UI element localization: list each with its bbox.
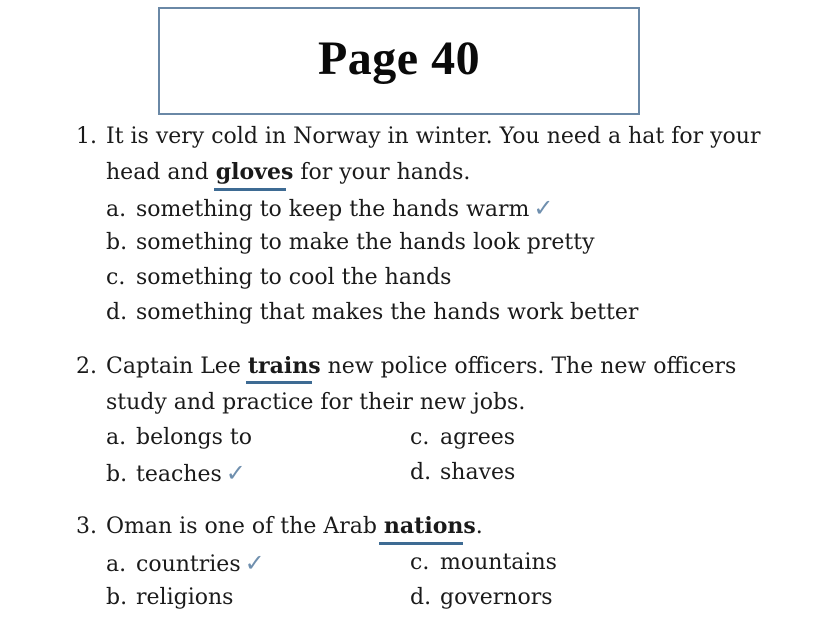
option-letter: d. bbox=[410, 585, 432, 610]
question-2-option-a[interactable] bbox=[106, 423, 252, 453]
option-letter: a. bbox=[106, 425, 127, 450]
question-1-line-1 bbox=[76, 122, 760, 152]
question-1-option-a[interactable] bbox=[106, 193, 554, 225]
question-3-keyword-underline bbox=[379, 542, 463, 545]
question-2-text-1b: new police officers. The new officers bbox=[320, 354, 737, 379]
question-1-text-1: It is very cold in Norway in winter. You need a hat for your bbox=[106, 124, 761, 149]
option-text: religions bbox=[136, 585, 234, 610]
option-letter: c. bbox=[410, 425, 430, 450]
question-2-option-d[interactable] bbox=[410, 458, 515, 488]
question-3-option-c[interactable] bbox=[410, 548, 557, 578]
option-text: belongs to bbox=[136, 425, 253, 450]
option-text: mountains bbox=[440, 550, 557, 575]
question-3-option-b[interactable] bbox=[106, 583, 233, 613]
option-text: agrees bbox=[440, 425, 516, 450]
option-letter: b. bbox=[106, 230, 128, 255]
option-letter: a. bbox=[106, 197, 127, 222]
option-letter: b. bbox=[106, 462, 128, 487]
checkmark-icon: ✓ bbox=[244, 549, 265, 577]
question-2-text-1a: Captain Lee bbox=[106, 354, 248, 379]
option-text: teaches bbox=[136, 462, 222, 487]
question-1-number: 1. bbox=[76, 124, 97, 149]
question-1-line-2 bbox=[106, 157, 470, 188]
option-text: shaves bbox=[440, 460, 516, 485]
checkmark-icon: ✓ bbox=[533, 194, 554, 222]
question-1-option-c[interactable] bbox=[106, 263, 451, 293]
option-text: something to make the hands look pretty bbox=[136, 230, 595, 255]
question-2-number: 2. bbox=[76, 354, 97, 379]
question-2-keyword-underline bbox=[246, 381, 312, 384]
question-3-keyword: nations bbox=[383, 513, 476, 539]
option-text: countries bbox=[136, 552, 241, 577]
option-text: governors bbox=[440, 585, 553, 610]
question-2-line-2 bbox=[106, 388, 525, 418]
option-letter: d. bbox=[106, 300, 128, 325]
question-1-text-2b: for your hands. bbox=[293, 160, 471, 185]
question-2-option-b[interactable] bbox=[106, 458, 246, 490]
question-2-text-2: study and practice for their new jobs. bbox=[106, 390, 526, 415]
option-letter: d. bbox=[410, 460, 432, 485]
question-1-keyword-underline bbox=[214, 188, 286, 191]
option-letter: b. bbox=[106, 585, 128, 610]
page-title-box bbox=[158, 7, 640, 115]
checkmark-icon: ✓ bbox=[225, 459, 246, 487]
page-title: Page 40 bbox=[317, 31, 481, 85]
option-letter: a. bbox=[106, 552, 127, 577]
question-1-option-d[interactable] bbox=[106, 298, 638, 328]
option-letter: c. bbox=[106, 265, 126, 290]
option-text: something that makes the hands work better bbox=[136, 300, 639, 325]
question-3-line-1 bbox=[76, 511, 483, 542]
question-3-option-d[interactable] bbox=[410, 583, 553, 613]
option-text: something to keep the hands warm bbox=[136, 197, 530, 222]
question-3-text-1b: . bbox=[475, 514, 483, 539]
question-3-option-a[interactable] bbox=[106, 548, 265, 580]
option-letter: c. bbox=[410, 550, 430, 575]
question-1-option-b[interactable] bbox=[106, 228, 595, 258]
question-1-keyword: gloves bbox=[215, 159, 294, 185]
option-text: something to cool the hands bbox=[136, 265, 452, 290]
question-3-number: 3. bbox=[76, 514, 97, 539]
question-2-line-1 bbox=[76, 351, 736, 382]
question-2-option-c[interactable] bbox=[410, 423, 515, 453]
question-3-text-1a: Oman is one of the Arab bbox=[106, 514, 384, 539]
question-2-keyword: trains bbox=[247, 353, 321, 379]
question-1-text-2a: head and bbox=[106, 160, 216, 185]
